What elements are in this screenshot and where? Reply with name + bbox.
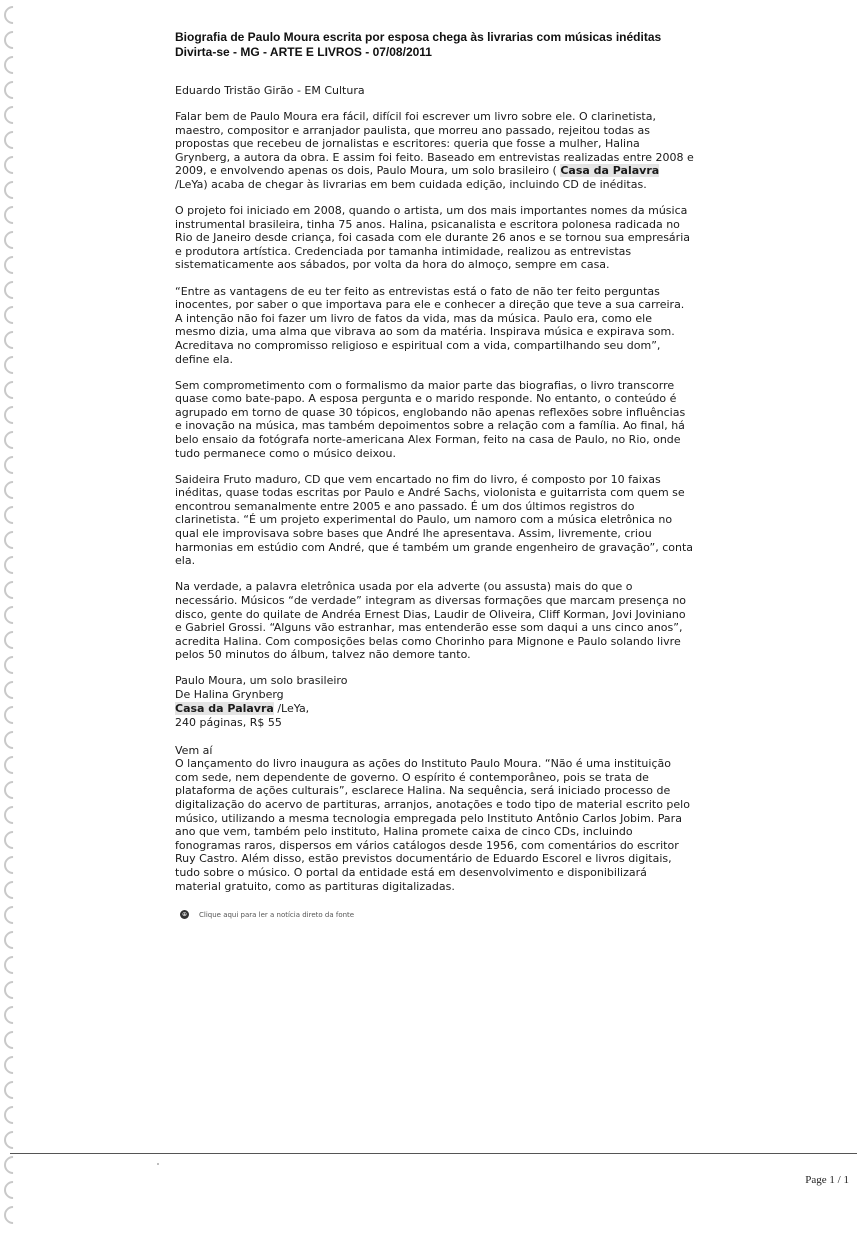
spiral-ring — [0, 602, 25, 627]
spiral-ring — [0, 427, 25, 452]
spiral-ring — [0, 327, 25, 352]
book-publisher-line: Casa da Palavra /LeYa, — [175, 701, 310, 715]
article-body — [175, 110, 695, 893]
spiral-ring — [0, 502, 25, 527]
spiral-ring — [0, 652, 25, 677]
spiral-ring — [0, 1002, 25, 1027]
spiral-ring — [0, 27, 25, 52]
paragraph-5: Saideira Fruto maduro, CD que vem encartado no fim do livro, é composto por 10 faixas inéditas, quase todas escritas por Paulo e André Sachs, violonista e guitarrista com quem se encontrou semanalmente entre 2005 e ano passado. É um dos últimos registros do clarinetista. “É um projeto experimental do Paulo, um namoro com a música eletrônica no qual ele improvisava sobre bases que André lhe apresentava. Assim, livremente, criou harmonias em estúdio com André, que é também um grande engenheiro de gravação”, conta ela. — [175, 472, 694, 568]
article-byline: Eduardo Tristão Girão - EM Cultura — [175, 84, 365, 97]
spiral-ring — [0, 952, 25, 977]
spiral-ring — [0, 302, 25, 327]
spiral-ring — [0, 252, 25, 277]
paragraph-3: “Entre as vantagens de eu ter feito as entrevistas está o fato de não ter feito perguntas inocentes, por saber o que importava para ele e conhecer a direção que teve a sua carreira. A intenção não foi fazer um livro de fatos da vida, mas da música. Paulo era, como ele mesmo dizia, uma alma que vibrava ao som da matéria. Inspirava música e expirava som. Acreditava no compromisso religioso e espiritual com a vida, compartilhando seu dom”, define ela. — [175, 284, 685, 366]
spiral-ring — [0, 477, 25, 502]
paragraph-6: Na verdade, a palavra eletrônica usada por ela adverte (ou assusta) mais do que o necessário. Músicos “de verdade” integram as diversas formações que marcam presença no disco, gente do quilate de Andréa Ernest Dias, Laudir de Oliveira, Cliff Korman, Jovi Joviniano e Gabriel Grossi. “Alguns vão estranhar, mas entenderão esse som daqui a uns cinco anos”, acredita Halina. Com composições belas como Chorinho para Mignone e Paulo solando livre pelos 50 minutos do álbum, talvez não demore tanto. — [175, 580, 687, 662]
spiral-ring — [0, 127, 25, 152]
article-source-line: Divirta-se - MG - ARTE E LIVROS - 07/08/2011 — [175, 45, 432, 59]
spiral-ring — [0, 77, 25, 102]
spiral-ring — [0, 1102, 25, 1127]
spiral-ring — [0, 552, 25, 577]
spiral-ring — [0, 802, 25, 827]
article-headline: Biografia de Paulo Moura escrita por esposa chega às livrarias com músicas inéditas — [175, 30, 662, 44]
spiral-ring — [0, 402, 25, 427]
spiral-ring — [0, 1027, 25, 1052]
paragraph-1: Falar bem de Paulo Moura era fácil, difícil foi escrever um livro sobre ele. O clarinetista, maestro, compositor e arranjador paulista, que morreu ano passado, rejeitou todas as propostas que recebeu de jornalistas e escritores: queria que fosse a mulher, Halina Grynberg, a autora da obra. E assim foi feito. Baseado em entrevistas realizadas entre 2008 e 2009, e envolvendo apenas os dois, Paulo Moura, um solo brasileiro ( Casa da Palavra /LeYa) acaba de chegar às livrarias em bem cuidada edição, incluindo CD de inéditas. — [175, 110, 694, 191]
vem-ai-heading: Vem aí — [175, 743, 213, 757]
spiral-ring — [0, 377, 25, 402]
spiral-ring — [0, 1077, 25, 1102]
spiral-ring — [0, 177, 25, 202]
spiral-ring — [0, 1127, 25, 1152]
spiral-ring — [0, 52, 25, 77]
spiral-ring — [0, 852, 25, 877]
footer-divider — [10, 1153, 857, 1154]
vem-ai-section — [175, 744, 695, 894]
spiral-ring — [0, 2, 25, 27]
spiral-ring — [0, 752, 25, 777]
spiral-ring — [0, 1052, 25, 1077]
spiral-ring — [0, 827, 25, 852]
spiral-ring — [0, 102, 25, 127]
article-header — [175, 30, 815, 60]
spiral-ring — [0, 352, 25, 377]
book-pages-price: 240 páginas, R$ 55 — [175, 715, 282, 729]
spiral-ring — [0, 927, 25, 952]
book-title: Paulo Moura, um solo brasileiro — [175, 674, 348, 688]
spiral-ring — [0, 227, 25, 252]
paragraph-2: O projeto foi iniciado em 2008, quando o artista, um dos mais importantes nomes da música instrumental brasileira, tinha 75 anos. Halina, psicanalista e escritora polonesa radicada no Rio de Janeiro desde criança, foi casada com ele durante 26 anos e se tornou sua empresária e produtora artística. Credenciada por tamanha intimidade, realizou as entrevistas sistematicamente aos sábados, por volta da hora do almoço, sempre em casa. — [175, 204, 690, 272]
spiral-ring — [0, 577, 25, 602]
spiral-ring — [0, 1177, 25, 1202]
spiral-ring — [0, 452, 25, 477]
spiral-ring — [0, 1202, 25, 1227]
spiral-ring — [0, 777, 25, 802]
spiral-ring — [0, 527, 25, 552]
spiral-ring — [0, 677, 25, 702]
page-number: Page 1 / 1 — [805, 1174, 849, 1186]
paragraph-4: Sem comprometimento com o formalismo da maior parte das biografias, o livro transcorre quase como bate-papo. A esposa pergunta e o marido responde. No entanto, o conteúdo é agrupado em torno de quase 30 tópicos, englobando não apenas reflexões sobre influências e inovação na música, mas também depoimentos sobre a relação com a família. Ao final, há belo ensaio da fotógrafa norte-americana Alex Forman, feito na casa de Paulo, no Rio, onde tudo permanece como o músico deixou. — [175, 378, 686, 460]
source-link[interactable] — [180, 910, 354, 919]
spiral-binding — [0, 0, 30, 1235]
spiral-ring — [0, 877, 25, 902]
scan-speck — [157, 1163, 159, 1165]
spiral-ring — [0, 152, 25, 177]
spiral-ring — [0, 902, 25, 927]
spiral-ring — [0, 627, 25, 652]
book-author: De Halina Grynberg — [175, 688, 284, 702]
vem-ai-body: O lançamento do livro inaugura as ações do Instituto Paulo Moura. “Não é uma instituição com sede, nem dependente de governo. O espírito é contemporâneo, pois se trata de plataforma de ações culturais”, esclarece Halina. Na sequência, será iniciado processo de digitalização do acervo de partituras, arranjos, anotações e todo tipo de material escrito pelo músico, utilizando a mesma tecnologia empregada pelo Instituto Antônio Carlos Jobim. Para ano que vem, também pelo instituto, Halina promete caixa de cinco CDs, incluindo fonogramas raros, dispersos em vários catálogos desde 1956, com comentários do escritor Ruy Castro. Além disso, estão previstos documentário de Eduardo Escorel e livros digitais, tudo sobre o músico. O portal da entidade está em desenvolvimento e disponibilizará material gratuito, como as partituras digitalizadas. — [175, 757, 690, 893]
spiral-ring — [0, 202, 25, 227]
source-link-text[interactable]: Clique aqui para ler a notícia direto da fonte — [199, 910, 355, 919]
spiral-ring — [0, 1152, 25, 1177]
publisher-highlight: Casa da Palavra — [560, 164, 660, 178]
spiral-ring — [0, 727, 25, 752]
spiral-ring — [0, 277, 25, 302]
globe-icon: ⊕ — [181, 911, 188, 918]
book-info — [175, 674, 695, 729]
spiral-ring — [0, 702, 25, 727]
spiral-ring — [0, 977, 25, 1002]
book-publisher: Casa da Palavra — [175, 701, 274, 715]
